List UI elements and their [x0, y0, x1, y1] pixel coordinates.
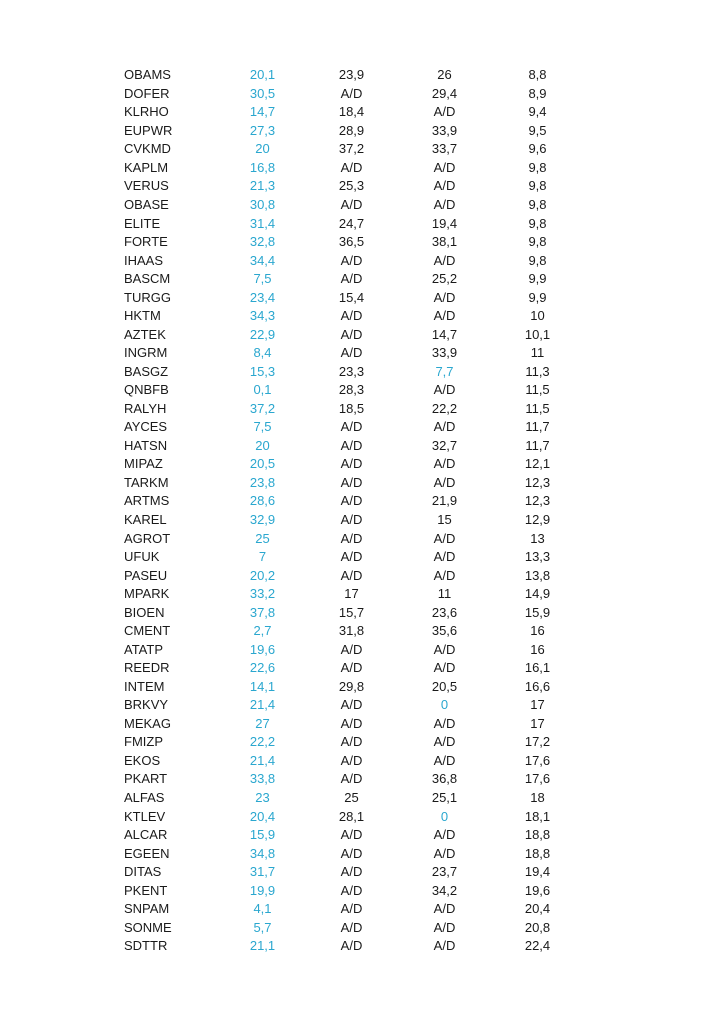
- value-1-cell: 20,5: [249, 456, 276, 472]
- value-1-cell: 22,9: [249, 326, 276, 342]
- value-3-cell: A/D: [433, 845, 456, 861]
- value-3-cell: A/D: [433, 104, 456, 120]
- table-row: [124, 492, 584, 511]
- value-1-cell: 4,1: [253, 901, 272, 917]
- value-2-cell: A/D: [340, 345, 363, 361]
- table-row: [124, 844, 584, 863]
- value-4-cell: 16: [530, 641, 545, 657]
- value-2-cell: 23,3: [338, 363, 365, 379]
- table-row: [124, 789, 584, 808]
- value-2-cell: 29,8: [338, 678, 365, 694]
- value-3-cell: A/D: [433, 530, 456, 546]
- ticker-cell: ATATP: [124, 641, 163, 657]
- value-2-cell: 24,7: [338, 215, 365, 231]
- value-3-cell: 23,7: [431, 864, 458, 880]
- ticker-cell: ARTMS: [124, 493, 170, 509]
- value-3-cell: 7,7: [435, 363, 454, 379]
- value-4-cell: 20,8: [524, 919, 551, 935]
- table-row: [124, 474, 584, 493]
- table-row: [124, 233, 584, 252]
- ticker-cell: SDTTR: [124, 938, 168, 954]
- value-4-cell: 11,5: [525, 400, 550, 416]
- value-1-cell: 19,9: [249, 882, 276, 898]
- value-3-cell: 19,4: [431, 215, 458, 231]
- value-3-cell: A/D: [433, 289, 456, 305]
- value-1-cell: 32,8: [249, 234, 276, 250]
- ticker-cell: EGEEN: [124, 845, 170, 861]
- value-4-cell: 9,8: [528, 252, 547, 268]
- value-1-cell: 37,8: [249, 604, 276, 620]
- ticker-cell: FORTE: [124, 234, 168, 250]
- value-4-cell: 9,8: [528, 215, 547, 231]
- ticker-cell: UFUK: [124, 549, 160, 565]
- value-2-cell: A/D: [340, 845, 363, 861]
- value-3-cell: A/D: [433, 382, 456, 398]
- ticker-cell: BASCM: [124, 271, 171, 287]
- value-1-cell: 21,4: [249, 752, 276, 768]
- value-1-cell: 37,2: [249, 400, 276, 416]
- value-2-cell: A/D: [340, 715, 363, 731]
- table-row: [124, 937, 584, 956]
- table-row: [124, 418, 584, 437]
- value-2-cell: A/D: [340, 196, 363, 212]
- value-2-cell: 25,3: [338, 178, 365, 194]
- ticker-cell: VERUS: [124, 178, 169, 194]
- value-1-cell: 20,1: [249, 67, 276, 83]
- value-2-cell: A/D: [340, 271, 363, 287]
- value-2-cell: A/D: [340, 308, 363, 324]
- value-1-cell: 34,8: [249, 845, 276, 861]
- value-3-cell: 21,9: [431, 493, 458, 509]
- value-4-cell: 9,9: [528, 289, 547, 305]
- table-row: [124, 251, 584, 270]
- value-4-cell: 8,9: [528, 85, 547, 101]
- value-3-cell: A/D: [433, 549, 456, 565]
- value-2-cell: A/D: [340, 512, 363, 528]
- value-1-cell: 25: [255, 530, 270, 546]
- value-4-cell: 18: [530, 789, 545, 805]
- value-3-cell: 38,1: [431, 234, 458, 250]
- value-4-cell: 10,1: [524, 326, 551, 342]
- value-4-cell: 9,5: [528, 122, 547, 138]
- value-3-cell: A/D: [433, 419, 456, 435]
- value-3-cell: A/D: [433, 715, 456, 731]
- value-1-cell: 31,7: [249, 864, 276, 880]
- table-row: [124, 122, 584, 141]
- value-3-cell: 29,4: [431, 85, 458, 101]
- value-4-cell: 16: [530, 623, 545, 639]
- value-4-cell: 9,8: [528, 159, 547, 175]
- value-2-cell: 15,7: [338, 604, 365, 620]
- table-row: [124, 585, 584, 604]
- ticker-cell: PKENT: [124, 882, 168, 898]
- value-3-cell: A/D: [433, 567, 456, 583]
- value-4-cell: 11: [530, 345, 545, 361]
- value-3-cell: 15: [437, 512, 452, 528]
- table-row: [124, 826, 584, 845]
- value-1-cell: 23,8: [249, 474, 276, 490]
- ticker-cell: MPARK: [124, 586, 170, 602]
- value-1-cell: 19,6: [249, 641, 276, 657]
- value-2-cell: A/D: [340, 882, 363, 898]
- value-1-cell: 33,2: [249, 586, 276, 602]
- value-4-cell: 18,8: [524, 827, 551, 843]
- value-3-cell: A/D: [433, 660, 456, 676]
- table-row: [124, 455, 584, 474]
- value-2-cell: A/D: [340, 456, 363, 472]
- value-3-cell: 25,1: [431, 789, 458, 805]
- ticker-cell: IHAAS: [124, 252, 164, 268]
- value-4-cell: 9,6: [528, 141, 547, 157]
- ticker-cell: INGRM: [124, 345, 168, 361]
- value-1-cell: 7: [258, 549, 267, 565]
- ticker-cell: ALFAS: [124, 789, 165, 805]
- value-3-cell: A/D: [433, 159, 456, 175]
- value-1-cell: 7,5: [253, 419, 272, 435]
- value-4-cell: 9,4: [528, 104, 547, 120]
- value-2-cell: 18,4: [338, 104, 365, 120]
- value-3-cell: 11: [437, 586, 452, 602]
- value-3-cell: 0: [440, 697, 449, 713]
- value-2-cell: A/D: [340, 752, 363, 768]
- table-row: [124, 678, 584, 697]
- value-2-cell: 28,3: [338, 382, 365, 398]
- value-4-cell: 9,8: [528, 178, 547, 194]
- value-1-cell: 20: [255, 437, 270, 453]
- value-2-cell: 15,4: [338, 289, 365, 305]
- value-4-cell: 14,9: [524, 586, 551, 602]
- table-row: [124, 270, 584, 289]
- value-2-cell: A/D: [340, 660, 363, 676]
- value-1-cell: 30,8: [249, 196, 276, 212]
- value-4-cell: 19,6: [524, 882, 551, 898]
- value-3-cell: 0: [440, 808, 449, 824]
- ticker-cell: MIPAZ: [124, 456, 163, 472]
- ticker-cell: CMENT: [124, 623, 171, 639]
- value-3-cell: 25,2: [431, 271, 458, 287]
- value-1-cell: 31,4: [249, 215, 276, 231]
- table-row: [124, 640, 584, 659]
- value-3-cell: 26: [437, 67, 452, 83]
- table-row: [124, 715, 584, 734]
- value-2-cell: A/D: [340, 549, 363, 565]
- table-row: [124, 177, 584, 196]
- value-3-cell: A/D: [433, 641, 456, 657]
- ticker-cell: DITAS: [124, 864, 162, 880]
- ticker-cell: RALYH: [124, 400, 167, 416]
- table-row: [124, 437, 584, 456]
- ticker-cell: PASEU: [124, 567, 168, 583]
- ticker-cell: EKOS: [124, 752, 161, 768]
- table-row: [124, 66, 584, 85]
- value-4-cell: 9,8: [528, 234, 547, 250]
- value-2-cell: A/D: [340, 734, 363, 750]
- value-4-cell: 9,9: [528, 271, 547, 287]
- table-row: [124, 196, 584, 215]
- value-1-cell: 33,8: [249, 771, 276, 787]
- table-row: [124, 603, 584, 622]
- value-2-cell: 18,5: [338, 400, 365, 416]
- value-4-cell: 15,9: [524, 604, 551, 620]
- value-1-cell: 22,2: [249, 734, 276, 750]
- value-3-cell: 33,9: [431, 345, 458, 361]
- ticker-cell: BIOEN: [124, 604, 165, 620]
- value-3-cell: 32,7: [431, 437, 458, 453]
- value-2-cell: A/D: [340, 864, 363, 880]
- ticker-cell: SONME: [124, 919, 172, 935]
- table-row: [124, 548, 584, 567]
- value-2-cell: 25: [344, 789, 359, 805]
- value-2-cell: A/D: [340, 474, 363, 490]
- ticker-cell: ELITE: [124, 215, 161, 231]
- value-4-cell: 12,1: [524, 456, 551, 472]
- value-4-cell: 13,3: [524, 549, 551, 565]
- value-4-cell: 11,7: [525, 437, 550, 453]
- ticker-cell: DOFER: [124, 85, 170, 101]
- value-1-cell: 20,4: [249, 808, 276, 824]
- table-row: [124, 85, 584, 104]
- value-3-cell: A/D: [433, 827, 456, 843]
- value-2-cell: 28,9: [338, 122, 365, 138]
- value-4-cell: 18,1: [524, 808, 551, 824]
- value-1-cell: 5,7: [253, 919, 272, 935]
- data-table: [124, 66, 584, 956]
- ticker-cell: PKART: [124, 771, 168, 787]
- value-3-cell: 33,7: [431, 141, 458, 157]
- ticker-cell: OBAMS: [124, 67, 171, 83]
- ticker-cell: EUPWR: [124, 122, 173, 138]
- ticker-cell: REEDR: [124, 660, 170, 676]
- value-1-cell: 20: [255, 141, 270, 157]
- value-4-cell: 16,6: [524, 678, 551, 694]
- value-2-cell: A/D: [340, 697, 363, 713]
- value-3-cell: A/D: [433, 178, 456, 194]
- table-row: [124, 863, 584, 882]
- table-row: [124, 363, 584, 382]
- value-2-cell: A/D: [340, 827, 363, 843]
- table-row: [124, 325, 584, 344]
- value-1-cell: 21,3: [249, 178, 276, 194]
- value-4-cell: 17: [530, 697, 545, 713]
- table-row: [124, 659, 584, 678]
- value-1-cell: 34,4: [249, 252, 276, 268]
- value-1-cell: 23,4: [249, 289, 276, 305]
- value-4-cell: 16,1: [524, 660, 551, 676]
- value-1-cell: 20,2: [249, 567, 276, 583]
- value-4-cell: 13,8: [524, 567, 551, 583]
- ticker-cell: KTLEV: [124, 808, 166, 824]
- value-4-cell: 18,8: [524, 845, 551, 861]
- table-row: [124, 733, 584, 752]
- ticker-cell: SNPAM: [124, 901, 170, 917]
- ticker-cell: QNBFB: [124, 382, 169, 398]
- value-2-cell: A/D: [340, 919, 363, 935]
- ticker-cell: MEKAG: [124, 715, 171, 731]
- value-3-cell: A/D: [433, 196, 456, 212]
- value-1-cell: 8,4: [253, 345, 272, 361]
- value-2-cell: A/D: [340, 938, 363, 954]
- value-3-cell: A/D: [433, 474, 456, 490]
- value-1-cell: 15,3: [249, 363, 276, 379]
- table-row: [124, 159, 584, 178]
- value-3-cell: A/D: [433, 252, 456, 268]
- value-2-cell: 37,2: [338, 141, 365, 157]
- table-row: [124, 566, 584, 585]
- value-1-cell: 21,4: [249, 697, 276, 713]
- value-1-cell: 14,1: [249, 678, 276, 694]
- table-row: [124, 344, 584, 363]
- table-row: [124, 307, 584, 326]
- value-2-cell: A/D: [340, 252, 363, 268]
- ticker-cell: BRKVY: [124, 697, 169, 713]
- value-3-cell: 20,5: [431, 678, 458, 694]
- value-1-cell: 21,1: [249, 938, 276, 954]
- table-row: [124, 103, 584, 122]
- ticker-cell: TURGG: [124, 289, 171, 305]
- value-3-cell: 33,9: [431, 122, 458, 138]
- value-1-cell: 15,9: [249, 827, 276, 843]
- value-3-cell: A/D: [433, 734, 456, 750]
- value-3-cell: 36,8: [431, 771, 458, 787]
- ticker-cell: CVKMD: [124, 141, 171, 157]
- value-1-cell: 27: [255, 715, 270, 731]
- value-4-cell: 17,2: [524, 734, 551, 750]
- value-3-cell: 23,6: [431, 604, 458, 620]
- value-3-cell: A/D: [433, 456, 456, 472]
- table-row: [124, 900, 584, 919]
- table-row: [124, 140, 584, 159]
- value-4-cell: 12,3: [524, 474, 551, 490]
- value-4-cell: 11,3: [525, 363, 550, 379]
- value-2-cell: A/D: [340, 85, 363, 101]
- ticker-cell: OBASE: [124, 196, 169, 212]
- table-row: [124, 288, 584, 307]
- value-4-cell: 10: [530, 308, 545, 324]
- table-row: [124, 918, 584, 937]
- ticker-cell: KAPLM: [124, 159, 169, 175]
- value-2-cell: A/D: [340, 159, 363, 175]
- value-1-cell: 14,7: [249, 104, 276, 120]
- value-3-cell: 22,2: [431, 400, 458, 416]
- ticker-cell: BASGZ: [124, 363, 169, 379]
- value-4-cell: 19,4: [524, 864, 551, 880]
- table-row: [124, 529, 584, 548]
- ticker-cell: INTEM: [124, 678, 165, 694]
- value-1-cell: 0,1: [253, 382, 272, 398]
- value-2-cell: 31,8: [338, 623, 365, 639]
- value-1-cell: 32,9: [249, 512, 276, 528]
- value-4-cell: 12,9: [524, 512, 551, 528]
- value-3-cell: A/D: [433, 919, 456, 935]
- value-4-cell: 17,6: [524, 771, 551, 787]
- table-row: [124, 381, 584, 400]
- table-row: [124, 752, 584, 771]
- value-4-cell: 8,8: [528, 67, 547, 83]
- value-4-cell: 11,7: [525, 419, 550, 435]
- ticker-cell: AZTEK: [124, 326, 166, 342]
- value-3-cell: 35,6: [431, 623, 458, 639]
- table-row: [124, 696, 584, 715]
- value-1-cell: 34,3: [249, 308, 276, 324]
- value-1-cell: 7,5: [253, 271, 272, 287]
- value-2-cell: 17: [344, 586, 359, 602]
- value-2-cell: A/D: [340, 437, 363, 453]
- table-row: [124, 622, 584, 641]
- ticker-cell: FMIZP: [124, 734, 163, 750]
- value-4-cell: 13: [530, 530, 545, 546]
- value-4-cell: 17,6: [524, 752, 551, 768]
- value-2-cell: 28,1: [338, 808, 365, 824]
- value-2-cell: A/D: [340, 641, 363, 657]
- ticker-cell: KLRHO: [124, 104, 169, 120]
- value-2-cell: A/D: [340, 530, 363, 546]
- ticker-cell: AGROT: [124, 530, 171, 546]
- value-3-cell: A/D: [433, 752, 456, 768]
- table-row: [124, 770, 584, 789]
- table-row: [124, 400, 584, 419]
- ticker-cell: TARKM: [124, 474, 169, 490]
- value-1-cell: 28,6: [249, 493, 276, 509]
- value-2-cell: A/D: [340, 771, 363, 787]
- table-row: [124, 881, 584, 900]
- ticker-cell: HKTM: [124, 308, 161, 324]
- value-2-cell: A/D: [340, 326, 363, 342]
- value-3-cell: A/D: [433, 938, 456, 954]
- table-row: [124, 511, 584, 530]
- table-body: [124, 66, 584, 956]
- value-1-cell: 30,5: [249, 85, 276, 101]
- table-row: [124, 807, 584, 826]
- value-3-cell: A/D: [433, 901, 456, 917]
- ticker-cell: AYCES: [124, 419, 168, 435]
- value-3-cell: 34,2: [431, 882, 458, 898]
- value-4-cell: 22,4: [524, 938, 551, 954]
- table-row: [124, 214, 584, 233]
- value-2-cell: 23,9: [338, 67, 365, 83]
- value-4-cell: 20,4: [524, 901, 551, 917]
- ticker-cell: KAREL: [124, 512, 167, 528]
- value-4-cell: 11,5: [525, 382, 550, 398]
- value-1-cell: 23: [255, 789, 270, 805]
- value-2-cell: A/D: [340, 493, 363, 509]
- value-3-cell: 14,7: [431, 326, 458, 342]
- value-3-cell: A/D: [433, 308, 456, 324]
- ticker-cell: HATSN: [124, 437, 168, 453]
- value-1-cell: 16,8: [249, 159, 276, 175]
- value-4-cell: 12,3: [524, 493, 551, 509]
- value-1-cell: 2,7: [253, 623, 272, 639]
- value-2-cell: A/D: [340, 901, 363, 917]
- value-2-cell: A/D: [340, 567, 363, 583]
- ticker-cell: ALCAR: [124, 827, 168, 843]
- value-1-cell: 22,6: [249, 660, 276, 676]
- value-2-cell: A/D: [340, 419, 363, 435]
- value-2-cell: 36,5: [338, 234, 365, 250]
- value-4-cell: 9,8: [528, 196, 547, 212]
- value-1-cell: 27,3: [249, 122, 276, 138]
- value-4-cell: 17: [530, 715, 545, 731]
